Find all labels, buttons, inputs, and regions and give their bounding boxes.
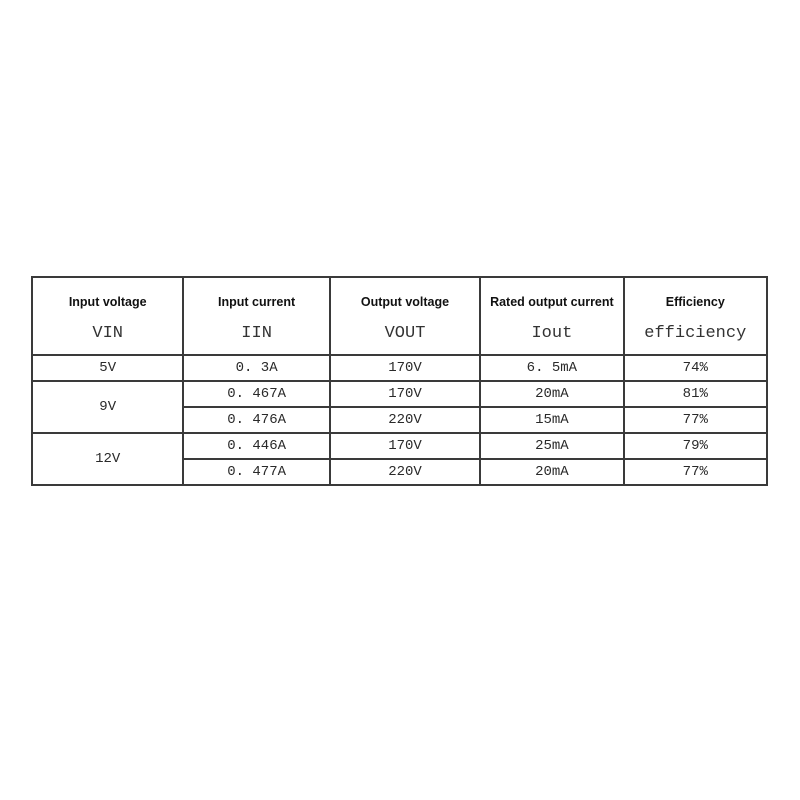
input-voltage-cell: 12V xyxy=(32,433,183,485)
header-input-voltage xyxy=(32,277,183,355)
header-title: Efficiency xyxy=(665,295,725,310)
output-current-cell: 20mA xyxy=(480,459,623,485)
header-efficiency xyxy=(624,277,767,355)
output-voltage-cell: 170V xyxy=(330,381,480,407)
input-current-cell: 0. 446A xyxy=(183,433,329,459)
input-current-cell: 0. 467A xyxy=(183,381,329,407)
output-voltage-cell: 170V xyxy=(330,355,480,381)
input-current-cell: 0. 477A xyxy=(183,459,329,485)
input-voltage-cell: 5V xyxy=(32,355,183,381)
header-symbol: VIN xyxy=(92,323,123,343)
specifications-table xyxy=(31,276,768,486)
header-output-voltage xyxy=(330,277,480,355)
efficiency-cell: 81% xyxy=(624,381,767,407)
output-current-cell: 25mA xyxy=(480,433,623,459)
efficiency-cell: 77% xyxy=(624,407,767,433)
efficiency-cell: 77% xyxy=(624,459,767,485)
header-symbol: Iout xyxy=(531,323,573,343)
header-symbol: IIN xyxy=(241,323,272,343)
header-title: Input current xyxy=(218,295,296,310)
header-title: Rated output current xyxy=(490,295,614,310)
efficiency-cell: 79% xyxy=(624,433,767,459)
header-row xyxy=(32,277,767,355)
header-title: Output voltage xyxy=(360,295,450,310)
input-voltage-cell: 9V xyxy=(32,381,183,433)
header-symbol: efficiency xyxy=(644,323,747,343)
output-voltage-cell: 220V xyxy=(330,407,480,433)
efficiency-cell: 74% xyxy=(624,355,767,381)
output-current-cell: 20mA xyxy=(480,381,623,407)
header-title: Input voltage xyxy=(68,295,147,310)
input-current-cell: 0. 3A xyxy=(183,355,329,381)
header-rated-output-current xyxy=(480,277,623,355)
output-current-cell: 6. 5mA xyxy=(480,355,623,381)
table-row xyxy=(32,355,767,381)
table-row xyxy=(32,433,767,459)
output-voltage-cell: 170V xyxy=(330,433,480,459)
output-voltage-cell: 220V xyxy=(330,459,480,485)
header-input-current xyxy=(183,277,329,355)
header-symbol: VOUT xyxy=(384,323,426,343)
output-current-cell: 15mA xyxy=(480,407,623,433)
table-row xyxy=(32,381,767,407)
input-current-cell: 0. 476A xyxy=(183,407,329,433)
